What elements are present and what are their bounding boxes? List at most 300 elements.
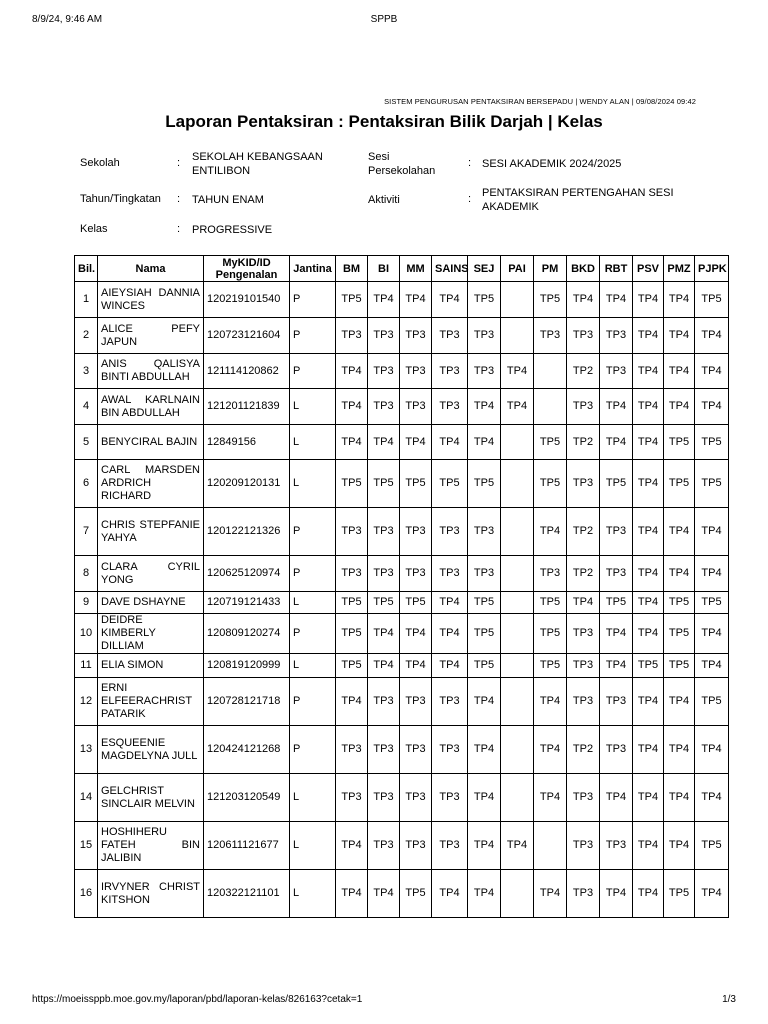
col-sains-header: SAINS [432, 256, 468, 282]
subject-grade: TP3 [432, 508, 468, 556]
subject-grade: TP4 [336, 678, 368, 726]
table-row [75, 318, 729, 354]
subject-grade: TP4 [633, 870, 664, 918]
row-number: 8 [75, 556, 98, 592]
subject-grade: TP4 [336, 354, 368, 389]
colon: : [468, 157, 472, 169]
subject-grade: TP5 [695, 822, 729, 870]
kelas-value: PROGRESSIVE [192, 224, 273, 236]
subject-grade [501, 774, 534, 822]
system-line: SISTEM PENGURUSAN PENTAKSIRAN BERSEPADU | WENDY ALAN | 09/08/2024 09:42 [384, 97, 696, 106]
sesi-label: Sesi Persekolahan [368, 151, 436, 177]
student-gender: P [290, 318, 336, 354]
subject-grade: TP3 [400, 354, 432, 389]
subject-grade: TP3 [400, 508, 432, 556]
row-number: 5 [75, 425, 98, 460]
subject-grade: TP3 [432, 389, 468, 425]
colon: : [177, 193, 181, 205]
subject-grade: TP3 [600, 508, 633, 556]
subject-grade: TP2 [567, 726, 600, 774]
subject-grade: TP5 [468, 592, 501, 614]
subject-grade: TP5 [534, 592, 567, 614]
subject-grade: TP4 [600, 425, 633, 460]
subject-grade: TP4 [501, 354, 534, 389]
table-row [75, 425, 729, 460]
col-bi-header: BI [368, 256, 400, 282]
subject-grade: TP3 [400, 726, 432, 774]
row-number: 6 [75, 460, 98, 508]
subject-grade: TP3 [368, 774, 400, 822]
table-row [75, 822, 729, 870]
subject-grade: TP4 [695, 654, 729, 678]
subject-grade: TP5 [534, 425, 567, 460]
subject-grade: TP4 [468, 870, 501, 918]
subject-grade: TP3 [400, 389, 432, 425]
table-header-row [75, 256, 729, 282]
aktiviti-label: Aktiviti [368, 194, 400, 206]
col-mm-header: MM [400, 256, 432, 282]
subject-grade: TP4 [664, 282, 695, 318]
subject-grade: TP4 [664, 822, 695, 870]
subject-grade: TP3 [432, 678, 468, 726]
table-row [75, 678, 729, 726]
student-name: ALICE PEFY JAPUN [98, 318, 204, 354]
subject-grade: TP4 [336, 822, 368, 870]
subject-grade [534, 389, 567, 425]
subject-grade: TP4 [633, 318, 664, 354]
table-row [75, 614, 729, 654]
subject-grade: TP5 [534, 282, 567, 318]
subject-grade: TP3 [600, 678, 633, 726]
subject-grade: TP5 [695, 282, 729, 318]
subject-grade [501, 678, 534, 726]
subject-grade: TP5 [336, 592, 368, 614]
subject-grade: TP4 [432, 282, 468, 318]
subject-grade: TP3 [432, 318, 468, 354]
student-name: DEIDRE KIMBERLY DILLIAM [98, 614, 204, 654]
subject-grade: TP4 [432, 614, 468, 654]
row-number: 4 [75, 389, 98, 425]
subject-grade: TP3 [432, 726, 468, 774]
student-gender: L [290, 654, 336, 678]
student-gender: P [290, 556, 336, 592]
student-name: ELIA SIMON [98, 654, 204, 678]
subject-grade [501, 726, 534, 774]
subject-grade: TP3 [368, 678, 400, 726]
subject-grade: TP5 [468, 282, 501, 318]
subject-grade: TP5 [400, 592, 432, 614]
student-id: 120819120999 [204, 654, 290, 678]
subject-grade: TP4 [534, 870, 567, 918]
subject-grade: TP4 [633, 556, 664, 592]
subject-grade [501, 592, 534, 614]
student-id: 120322121101 [204, 870, 290, 918]
subject-grade: TP4 [400, 425, 432, 460]
table-row [75, 592, 729, 614]
subject-grade: TP3 [336, 318, 368, 354]
subject-grade: TP3 [468, 556, 501, 592]
student-gender: L [290, 592, 336, 614]
student-gender: P [290, 354, 336, 389]
subject-grade: TP4 [468, 822, 501, 870]
subject-grade: TP5 [336, 654, 368, 678]
subject-grade: TP3 [600, 556, 633, 592]
subject-grade: TP4 [600, 774, 633, 822]
row-number: 12 [75, 678, 98, 726]
student-gender: L [290, 460, 336, 508]
subject-grade: TP4 [600, 614, 633, 654]
subject-grade: TP4 [695, 726, 729, 774]
subject-grade: TP5 [695, 592, 729, 614]
subject-grade: TP4 [633, 592, 664, 614]
subject-grade: TP4 [664, 556, 695, 592]
subject-grade: TP3 [468, 318, 501, 354]
student-name: CHRIS STEPFANIE YAHYA [98, 508, 204, 556]
subject-grade: TP3 [432, 822, 468, 870]
table-row [75, 654, 729, 678]
subject-grade: TP3 [400, 774, 432, 822]
student-id: 120719121433 [204, 592, 290, 614]
col-nama-header: Nama [98, 256, 204, 282]
subject-grade: TP4 [633, 774, 664, 822]
subject-grade: TP4 [567, 282, 600, 318]
subject-grade: TP4 [368, 654, 400, 678]
row-number: 1 [75, 282, 98, 318]
subject-grade: TP3 [336, 508, 368, 556]
subject-grade: TP3 [567, 318, 600, 354]
subject-grade: TP4 [695, 556, 729, 592]
subject-grade: TP3 [400, 318, 432, 354]
row-number: 11 [75, 654, 98, 678]
row-number: 13 [75, 726, 98, 774]
subject-grade: TP4 [468, 425, 501, 460]
subject-grade: TP3 [534, 318, 567, 354]
subject-grade: TP5 [336, 460, 368, 508]
subject-grade: TP4 [695, 508, 729, 556]
student-gender: P [290, 726, 336, 774]
subject-grade: TP3 [468, 354, 501, 389]
subject-grade: TP5 [600, 460, 633, 508]
col-bm-header: BM [336, 256, 368, 282]
subject-grade: TP4 [432, 425, 468, 460]
subject-grade: TP4 [432, 870, 468, 918]
student-id: 120122121326 [204, 508, 290, 556]
table-row [75, 870, 729, 918]
subject-grade [501, 282, 534, 318]
col-psv-header: PSV [633, 256, 664, 282]
subject-grade: TP3 [368, 318, 400, 354]
table-row [75, 460, 729, 508]
subject-grade: TP4 [400, 282, 432, 318]
subject-grade: TP3 [368, 726, 400, 774]
subject-grade: TP4 [468, 389, 501, 425]
subject-grade: TP4 [695, 354, 729, 389]
subject-grade: TP3 [368, 354, 400, 389]
col-pm-header: PM [534, 256, 567, 282]
subject-grade: TP3 [567, 870, 600, 918]
subject-grade: TP4 [695, 318, 729, 354]
student-id: 120209120131 [204, 460, 290, 508]
subject-grade: TP3 [567, 678, 600, 726]
subject-grade: TP5 [336, 614, 368, 654]
subject-grade: TP3 [400, 822, 432, 870]
student-gender: L [290, 870, 336, 918]
row-number: 15 [75, 822, 98, 870]
subject-grade: TP5 [695, 678, 729, 726]
subject-grade: TP4 [633, 389, 664, 425]
subject-grade: TP4 [468, 774, 501, 822]
subject-grade: TP3 [368, 389, 400, 425]
report-title: Laporan Pentaksiran : Pentaksiran Bilik Darjah | Kelas [165, 112, 603, 131]
subject-grade: TP3 [368, 508, 400, 556]
subject-grade: TP4 [664, 389, 695, 425]
subject-grade: TP4 [534, 774, 567, 822]
subject-grade: TP4 [567, 592, 600, 614]
subject-grade: TP5 [468, 614, 501, 654]
subject-grade: TP5 [633, 654, 664, 678]
subject-grade [501, 556, 534, 592]
subject-grade: TP2 [567, 508, 600, 556]
print-page-title: SPPB [370, 14, 398, 25]
student-name: IRVYNER CHRIST KITSHON [98, 870, 204, 918]
subject-grade: TP4 [633, 425, 664, 460]
table-row [75, 726, 729, 774]
student-gender: L [290, 425, 336, 460]
subject-grade: TP3 [432, 774, 468, 822]
subject-grade: TP4 [501, 389, 534, 425]
subject-grade: TP4 [368, 425, 400, 460]
subject-grade: TP4 [336, 425, 368, 460]
subject-grade: TP4 [664, 726, 695, 774]
colon: : [177, 157, 181, 169]
subject-grade: TP4 [633, 460, 664, 508]
subject-grade [501, 654, 534, 678]
subject-grade: TP4 [400, 654, 432, 678]
student-id: 120728121718 [204, 678, 290, 726]
subject-grade: TP5 [368, 460, 400, 508]
student-gender: L [290, 389, 336, 425]
student-name: DAVE DSHAYNE [98, 592, 204, 614]
subject-grade [534, 822, 567, 870]
subject-grade: TP3 [534, 556, 567, 592]
col-sej-header: SEJ [468, 256, 501, 282]
col-bkd-header: BKD [567, 256, 600, 282]
table-body [75, 282, 729, 918]
subject-grade: TP3 [600, 354, 633, 389]
subject-grade: TP5 [664, 425, 695, 460]
col-pai-header: PAI [501, 256, 534, 282]
subject-grade: TP3 [368, 822, 400, 870]
subject-grade: TP3 [567, 774, 600, 822]
sekolah-value: SEKOLAH KEBANGSAAN ENTILIBON [192, 151, 323, 177]
subject-grade: TP4 [600, 870, 633, 918]
subject-grade: TP5 [664, 460, 695, 508]
student-gender: P [290, 282, 336, 318]
subject-grade: TP5 [534, 614, 567, 654]
subject-grade: TP4 [633, 822, 664, 870]
subject-grade: TP4 [633, 726, 664, 774]
student-name: CARL MARSDEN ARDRICH RICHARD [98, 460, 204, 508]
subject-grade: TP3 [567, 389, 600, 425]
subject-grade: TP5 [432, 460, 468, 508]
student-name: HOSHIHERU FATEH BIN JALIBIN [98, 822, 204, 870]
print-header [32, 14, 736, 28]
subject-grade: TP4 [695, 870, 729, 918]
subject-grade: TP3 [336, 556, 368, 592]
subject-grade: TP3 [600, 318, 633, 354]
subject-grade [501, 318, 534, 354]
student-id: 12849156 [204, 425, 290, 460]
col-jantina-header: Jantina [290, 256, 336, 282]
row-number: 16 [75, 870, 98, 918]
subject-grade: TP5 [600, 592, 633, 614]
col-rbt-header: RBT [600, 256, 633, 282]
subject-grade: TP3 [400, 678, 432, 726]
subject-grade: TP3 [567, 460, 600, 508]
row-number: 14 [75, 774, 98, 822]
subject-grade: TP3 [368, 556, 400, 592]
row-number: 10 [75, 614, 98, 654]
subject-grade: TP5 [336, 282, 368, 318]
subject-grade: TP5 [468, 460, 501, 508]
subject-grade: TP4 [432, 654, 468, 678]
subject-grade: TP5 [400, 870, 432, 918]
subject-grade: TP4 [432, 592, 468, 614]
student-name: BENYCIRAL BAJIN [98, 425, 204, 460]
student-id: 120611121677 [204, 822, 290, 870]
subject-grade: TP2 [567, 556, 600, 592]
subject-grade [501, 508, 534, 556]
student-id: 120625120974 [204, 556, 290, 592]
table-row [75, 774, 729, 822]
subject-grade: TP5 [534, 654, 567, 678]
colon: : [177, 223, 181, 235]
subject-grade: TP4 [600, 654, 633, 678]
subject-grade: TP4 [600, 282, 633, 318]
student-gender: P [290, 614, 336, 654]
subject-grade: TP3 [432, 556, 468, 592]
table-row [75, 354, 729, 389]
subject-grade: TP4 [695, 614, 729, 654]
subject-grade: TP4 [336, 389, 368, 425]
aktiviti-value: PENTAKSIRAN PERTENGAHAN SESI AKADEMIK [482, 187, 674, 213]
subject-grade [501, 425, 534, 460]
student-gender: P [290, 678, 336, 726]
subject-grade: TP4 [664, 678, 695, 726]
subject-grade: TP3 [567, 654, 600, 678]
student-id: 120723121604 [204, 318, 290, 354]
results-table [74, 255, 729, 918]
tahun-value: TAHUN ENAM [192, 194, 264, 206]
subject-grade: TP4 [633, 354, 664, 389]
subject-grade: TP5 [664, 654, 695, 678]
subject-grade: TP5 [695, 425, 729, 460]
subject-grade: TP3 [600, 726, 633, 774]
row-number: 3 [75, 354, 98, 389]
subject-grade: TP5 [534, 460, 567, 508]
table-row [75, 556, 729, 592]
page-url: https://moeissppb.moe.gov.my/laporan/pbd/laporan-kelas/826163?cetak=1 [32, 994, 363, 1005]
subject-grade: TP4 [400, 614, 432, 654]
subject-grade: TP4 [534, 726, 567, 774]
subject-grade: TP4 [633, 508, 664, 556]
subject-grade: TP5 [664, 592, 695, 614]
subject-grade: TP5 [695, 460, 729, 508]
table-row [75, 389, 729, 425]
subject-grade: TP5 [400, 460, 432, 508]
subject-grade [501, 460, 534, 508]
subject-grade: TP4 [501, 822, 534, 870]
subject-grade: TP2 [567, 354, 600, 389]
sekolah-label: Sekolah [80, 157, 120, 169]
student-gender: L [290, 774, 336, 822]
row-number: 7 [75, 508, 98, 556]
student-name: CLARA CYRIL YONG [98, 556, 204, 592]
student-name: GELCHRIST SINCLAIR MELVIN [98, 774, 204, 822]
subject-grade: TP4 [600, 389, 633, 425]
subject-grade: TP3 [400, 556, 432, 592]
subject-grade: TP5 [664, 870, 695, 918]
sesi-value: SESI AKADEMIK 2024/2025 [482, 158, 622, 170]
col-pmz-header: PMZ [664, 256, 695, 282]
subject-grade: TP4 [368, 282, 400, 318]
subject-grade: TP4 [368, 870, 400, 918]
subject-grade [501, 614, 534, 654]
student-id: 120809120274 [204, 614, 290, 654]
subject-grade: TP4 [664, 774, 695, 822]
student-gender: L [290, 822, 336, 870]
student-id: 121203120549 [204, 774, 290, 822]
student-name: ERNI ELFEERACHRIST PATARIK [98, 678, 204, 726]
subject-grade: TP4 [468, 726, 501, 774]
subject-grade [501, 870, 534, 918]
subject-grade: TP4 [468, 678, 501, 726]
subject-grade: TP4 [633, 282, 664, 318]
subject-grade: TP3 [567, 822, 600, 870]
col-mykid-header: MyKID/ID Pengenalan [204, 256, 290, 282]
subject-grade: TP3 [336, 726, 368, 774]
print-datetime: 8/9/24, 9:46 AM [32, 14, 103, 25]
row-number: 9 [75, 592, 98, 614]
student-name: ANIS QALISYA BINTI ABDULLAH [98, 354, 204, 389]
subject-grade: TP4 [368, 614, 400, 654]
subject-grade: TP4 [664, 354, 695, 389]
colon: : [468, 193, 472, 205]
subject-grade: TP4 [695, 389, 729, 425]
subject-grade: TP3 [600, 822, 633, 870]
tahun-label: Tahun/Tingkatan [80, 193, 161, 205]
subject-grade: TP4 [633, 614, 664, 654]
subject-grade: TP4 [534, 678, 567, 726]
table-row [75, 282, 729, 318]
subject-grade: TP4 [664, 318, 695, 354]
subject-grade: TP4 [336, 870, 368, 918]
subject-grade: TP2 [567, 425, 600, 460]
subject-grade [534, 354, 567, 389]
student-name: ESQUEENIE MAGDELYNA JULL [98, 726, 204, 774]
student-name: AWAL KARLNAIN BIN ABDULLAH [98, 389, 204, 425]
table-row [75, 508, 729, 556]
subject-grade: TP3 [567, 614, 600, 654]
col-pjpk-header: PJPK [695, 256, 729, 282]
subject-grade: TP4 [664, 508, 695, 556]
student-id: 120219101540 [204, 282, 290, 318]
subject-grade: TP3 [468, 508, 501, 556]
subject-grade: TP3 [336, 774, 368, 822]
student-id: 121114120862 [204, 354, 290, 389]
student-name: AIEYSIAH DANNIA WINCES [98, 282, 204, 318]
subject-grade: TP5 [468, 654, 501, 678]
